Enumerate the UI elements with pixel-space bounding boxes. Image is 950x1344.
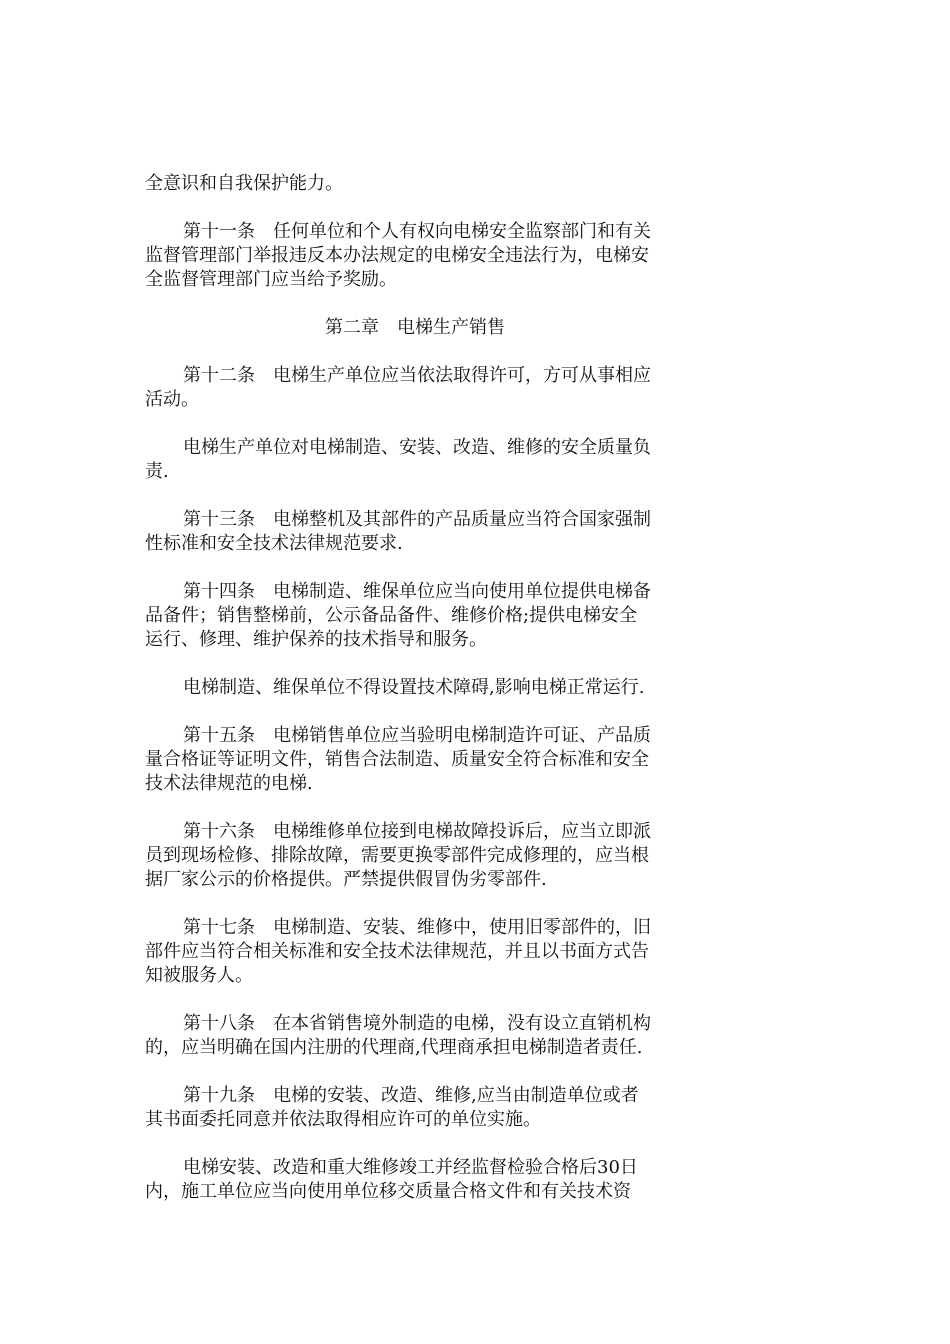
- text-line: 第十八条 在本省销售境外制造的电梯，没有设立直销机构: [183, 1013, 651, 1034]
- article-14: [145, 580, 685, 652]
- text-line: 内，施工单位应当向使用单位移交质量合格文件和有关技术资: [145, 1181, 631, 1202]
- text-line: 第十七条 电梯制造、安装、维修中，使用旧零部件的，旧: [183, 917, 651, 938]
- article-19: [145, 1084, 685, 1132]
- text-line: 据厂家公示的价格提供。严禁提供假冒伪劣零部件.: [145, 869, 547, 890]
- text-line: 监督管理部门举报违反本办法规定的电梯安全违法行为，电梯安: [145, 245, 649, 266]
- text-line: 部件应当符合相关标准和安全技术法律规范，并且以书面方式告: [145, 941, 649, 962]
- text-line: 电梯生产单位对电梯制造、安装、改造、维修的安全质量负: [183, 437, 651, 458]
- text-line: 运行、修理、维护保养的技术指导和服务。: [145, 629, 487, 650]
- text-line: 其书面委托同意并依法取得相应许可的单位实施。: [145, 1109, 541, 1130]
- text-line: 技术法律规范的电梯.: [145, 773, 313, 794]
- text-line: 品备件；销售整梯前，公示备品备件、维修价格;提供电梯安全: [145, 605, 638, 626]
- text-line: 第十一条 任何单位和个人有权向电梯安全监察部门和有关: [183, 221, 651, 242]
- article-19-paragraph-2: [145, 1156, 685, 1204]
- text-line: 电梯安装、改造和重大维修竣工并经监督检验合格后30日: [183, 1157, 638, 1178]
- text-line: 第十五条 电梯销售单位应当验明电梯制造许可证、产品质: [183, 725, 651, 746]
- text-line: 第十四条 电梯制造、维保单位应当向使用单位提供电梯备: [183, 581, 651, 602]
- text-line: 第十九条 电梯的安装、改造、维修,应当由制造单位或者: [183, 1085, 639, 1106]
- text-line: 第十六条 电梯维修单位接到电梯故障投诉后，应当立即派: [183, 821, 651, 842]
- article-13: [145, 508, 685, 556]
- article-16: [145, 820, 685, 892]
- text-line: 的，应当明确在国内注册的代理商,代理商承担电梯制造者责任.: [145, 1037, 643, 1058]
- text-line: 第十三条 电梯整机及其部件的产品质量应当符合国家强制: [183, 509, 651, 530]
- text-line: 全监督管理部门应当给予奖励。: [145, 269, 397, 290]
- article-17: [145, 916, 685, 988]
- text-line: 量合格证等证明文件，销售合法制造、质量安全符合标准和安全: [145, 749, 649, 770]
- text-line: 知被服务人。: [145, 965, 253, 986]
- article-12: [145, 364, 685, 412]
- text-line: 电梯制造、维保单位不得设置技术障碍,影响电梯正常运行.: [183, 677, 645, 698]
- text-line: 全意识和自我保护能力。: [145, 173, 343, 194]
- article-14-paragraph-2: [145, 676, 685, 700]
- text-line: 性标准和安全技术法律规范要求.: [145, 533, 403, 554]
- text-line: 责.: [145, 461, 169, 482]
- article-11: [145, 220, 685, 292]
- text-line: 第十二条 电梯生产单位应当依法取得许可，方可从事相应: [183, 365, 651, 386]
- text-line: 活动。: [145, 389, 199, 410]
- chapter-heading: [145, 316, 685, 340]
- paragraph-continuation: [145, 172, 685, 196]
- article-18: [145, 1012, 685, 1060]
- article-12-paragraph-2: [145, 436, 685, 484]
- article-15: [145, 724, 685, 796]
- text-line: 员到现场检修、排除故障，需要更换零部件完成修理的，应当根: [145, 845, 649, 866]
- chapter-title: 第二章 电梯生产销售: [325, 317, 505, 338]
